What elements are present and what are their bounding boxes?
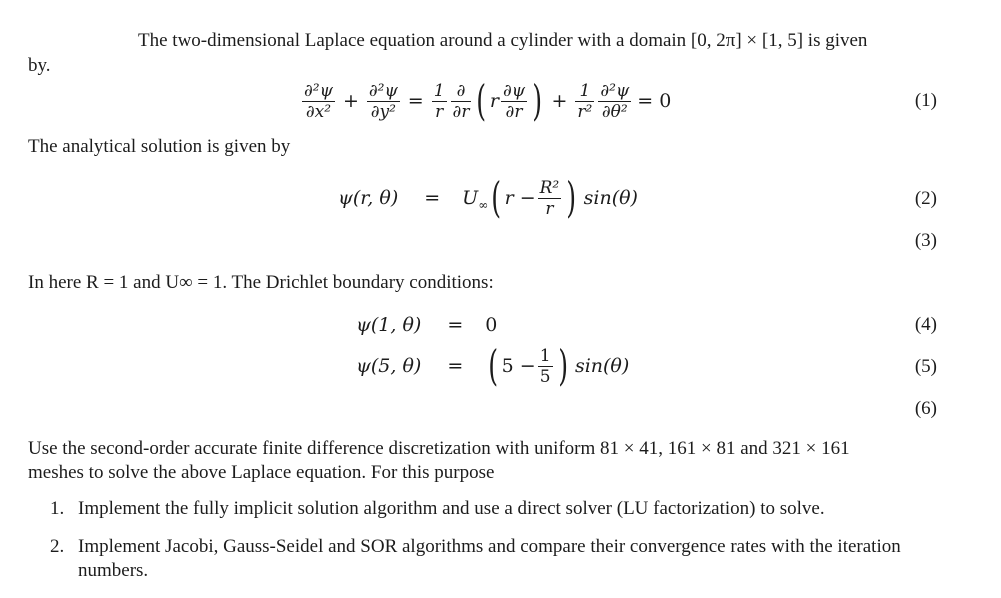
equation-number-2: (2) [914,188,937,209]
numerator: 1 [433,80,445,101]
sin-theta: sin(θ) [574,355,630,377]
numerator: ∂ [456,80,466,101]
psi-5-theta: ψ(5, θ) [356,355,422,377]
numerator: ∂ψ [502,80,526,101]
denominator: ∂y² [367,101,400,122]
u-infinity [462,187,489,212]
numerator: 1 [579,80,591,101]
task-number: 1. [50,498,65,519]
equation-5: ψ(5, θ) = ( 5 − $\frac{1}{5}$ ) sin(θ) [356,341,630,390]
equation-number-1: (1) [914,90,937,111]
denominator: ∂θ² [598,101,631,122]
equals-sign: = [447,355,464,377]
sin-theta: sin(θ) [583,187,638,209]
infinity-subscript: ∞ [478,197,489,212]
equals-sign: = [447,314,464,336]
frac-1-over-r [432,81,447,122]
frac-d2psi-dx2 [302,81,335,122]
task-text: Implement the fully implicit solution algorithm and use a direct solver (LU factorization) to solve. [78,498,825,519]
equals-sign: = [424,187,441,209]
denominator: ∂r [501,101,527,122]
equation-2: ψ(r, θ) = $U_\infty$ ( r − $\frac{\text{R²}}{r}$ ) sin(θ) [338,173,638,222]
zero-value: 0 [485,314,498,336]
frac-d-dr [451,81,472,122]
psi-r-theta: ψ(r, θ) [338,187,399,209]
numerator: R² [539,177,560,198]
list-item [28,497,948,521]
analytical-label: The analytical solution is given by [28,136,291,157]
denominator: ∂x² [302,101,335,122]
denominator: r² [577,101,593,122]
frac-1-over-5 [538,346,553,387]
denominator: r [432,101,447,122]
denominator: r [538,198,562,219]
psi-1-theta: ψ(1, θ) [356,314,422,336]
numerator: 1 [539,345,551,366]
frac-d2psi-dy2 [367,81,400,122]
equation-1: $\frac{\text{∂²ψ}}{\text{∂x²}}$ + $\frac{\text{∂²ψ}}{\text{∂y²}}$ = $\frac{1}{r}$ $\frac{\partial}{\partial r}$ ( r $\frac{\partial\psi}{\partial r}$ ) + $\frac{1}{\text{r²}}$ $\frac{\text{∂²ψ}}{\text{∂θ²}}$ = 0 [304,76,672,125]
equals-zero: = 0 [637,90,672,112]
frac-r2-over-r [538,178,562,219]
equation-number-6: (6) [914,398,937,419]
frac-dpsi-dr [501,81,527,122]
equation-number-3: (3) [914,230,937,251]
task-number: 2. [50,536,65,557]
frac-1-over-r2 [575,81,594,122]
u-symbol: U [462,187,479,209]
intro-line-1: The two-dimensional Laplace equation around a cylinder with a domain [0, 2π] × [1, 5] is given [138,30,868,51]
task-list [28,497,948,597]
denominator: 5 [539,366,551,387]
equation-number-5: (5) [914,356,937,377]
five-minus: 5 − [501,355,536,377]
equation-4 [356,312,497,338]
numerator: ∂²ψ [600,80,630,101]
task-text: Implement Jacobi, Gauss-Seidel and SOR algorithms and compare their convergence rates with the iteration numbers. [78,536,901,581]
denominator: ∂r [452,101,470,122]
boundary-conditions-text: In here R = 1 and U∞ = 1. The Drichlet boundary conditions: [28,272,494,293]
numerator: ∂²ψ [304,80,333,101]
equation-number-4: (4) [914,314,937,335]
r-symbol: r [489,90,499,112]
purpose-line-1: Use the second-order accurate finite difference discretization with uniform 81 × 41, 161 × 81 and 321 × 161 [28,438,850,459]
intro-line-2: by. [28,55,51,76]
list-item [28,535,948,583]
purpose-line-2: meshes to solve the above Laplace equation. For this purpose [28,462,495,483]
frac-d2psi-dtheta2 [598,81,631,122]
numerator: ∂²ψ [368,80,398,101]
r-minus: r − [504,187,536,209]
